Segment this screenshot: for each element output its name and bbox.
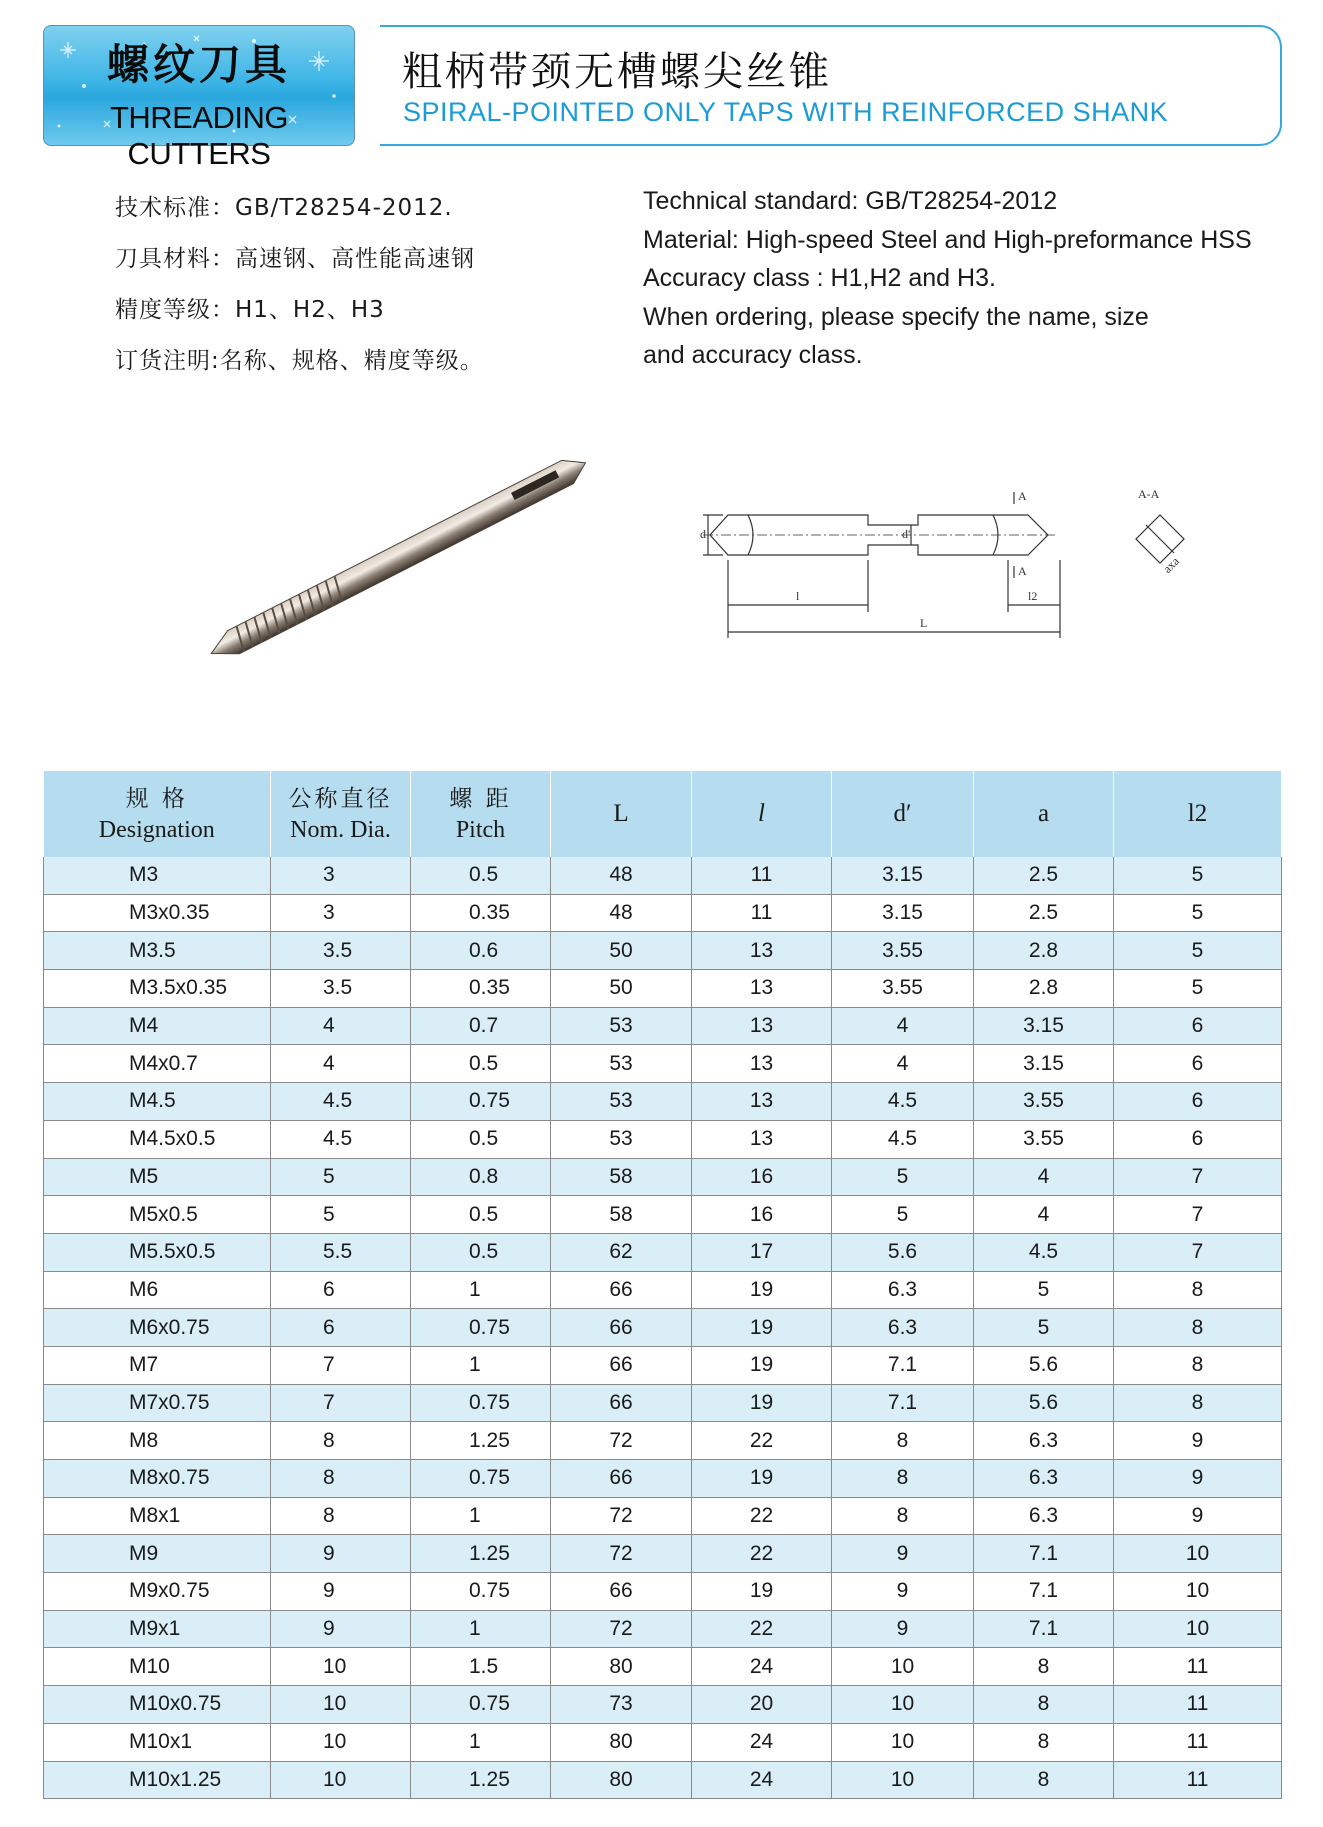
cell-l2: 8	[1114, 1271, 1282, 1309]
cell-d-prime: 4	[832, 1007, 974, 1045]
table-row	[44, 1422, 1282, 1460]
label-axa: axa	[1160, 554, 1182, 576]
cell-l: 19	[692, 1460, 832, 1498]
cell-l: 17	[692, 1233, 832, 1271]
cell-l2: 11	[1114, 1723, 1282, 1761]
spec-ordering-en-2: and accuracy class.	[643, 341, 863, 369]
table-row	[44, 1083, 1282, 1121]
cell-nom-dia: 5.5	[271, 1233, 411, 1271]
label-l: l	[796, 589, 800, 603]
table-row	[44, 970, 1282, 1008]
cell-d-prime: 7.1	[832, 1384, 974, 1422]
cell-L: 80	[551, 1761, 692, 1799]
cell-l2: 10	[1114, 1573, 1282, 1611]
cell-pitch: 1.5	[411, 1648, 551, 1686]
cell-l: 16	[692, 1158, 832, 1196]
cell-nom-dia: 6	[271, 1271, 411, 1309]
cell-L: 72	[551, 1610, 692, 1648]
table-row	[44, 1384, 1282, 1422]
cell-l2: 5	[1114, 932, 1282, 970]
cell-nom-dia: 10	[271, 1761, 411, 1799]
cell-designation: M9x0.75	[44, 1573, 271, 1611]
cell-d-prime: 10	[832, 1761, 974, 1799]
cell-l2: 6	[1114, 1007, 1282, 1045]
cell-l2: 6	[1114, 1045, 1282, 1083]
cell-a: 6.3	[974, 1497, 1114, 1535]
cell-l2: 11	[1114, 1686, 1282, 1724]
cell-a: 2.5	[974, 857, 1114, 894]
cell-d-prime: 10	[832, 1723, 974, 1761]
cell-a: 8	[974, 1686, 1114, 1724]
cell-designation: M5	[44, 1158, 271, 1196]
col-d-prime: d′	[832, 771, 974, 857]
tap-technical-drawing	[698, 480, 1198, 640]
cell-d-prime: 9	[832, 1535, 974, 1573]
cell-L: 66	[551, 1346, 692, 1384]
badge-title-en: THREADING CUTTERS	[109, 100, 289, 171]
cell-l2: 11	[1114, 1648, 1282, 1686]
cell-d-prime: 3.55	[832, 970, 974, 1008]
cell-pitch: 0.5	[411, 1120, 551, 1158]
cell-l2: 8	[1114, 1384, 1282, 1422]
label-A-bottom: A	[1018, 564, 1027, 578]
cell-nom-dia: 4	[271, 1045, 411, 1083]
cell-pitch: 1.25	[411, 1422, 551, 1460]
specs-cn	[115, 183, 484, 387]
label-section: A-A	[1138, 487, 1160, 501]
spec-material-cn: 刀具材料：高速钢、高性能高速钢	[115, 246, 475, 272]
cell-pitch: 1	[411, 1610, 551, 1648]
cell-l: 11	[692, 857, 832, 894]
table-row	[44, 1346, 1282, 1384]
cell-l: 24	[692, 1648, 832, 1686]
cell-d-prime: 4	[832, 1045, 974, 1083]
cell-pitch: 1.25	[411, 1535, 551, 1573]
cell-l2: 9	[1114, 1460, 1282, 1498]
cell-a: 7.1	[974, 1573, 1114, 1611]
cell-designation: M10	[44, 1648, 271, 1686]
cell-l: 19	[692, 1384, 832, 1422]
cell-nom-dia: 8	[271, 1460, 411, 1498]
cell-l2: 10	[1114, 1610, 1282, 1648]
label-d: d	[700, 527, 706, 541]
cell-a: 8	[974, 1761, 1114, 1799]
cell-designation: M4.5x0.5	[44, 1120, 271, 1158]
cell-designation: M7x0.75	[44, 1384, 271, 1422]
cell-nom-dia: 3	[271, 857, 411, 894]
table-body	[44, 857, 1282, 1799]
table-row	[44, 1158, 1282, 1196]
table-row	[44, 1271, 1282, 1309]
cell-pitch: 0.35	[411, 970, 551, 1008]
spec-table	[43, 771, 1282, 1799]
cell-a: 5	[974, 1271, 1114, 1309]
spec-standard-cn: 技术标准：GB/T28254-2012.	[115, 195, 453, 221]
cell-nom-dia: 10	[271, 1723, 411, 1761]
label-L: L	[920, 616, 928, 630]
cell-L: 80	[551, 1648, 692, 1686]
cell-L: 66	[551, 1460, 692, 1498]
cell-nom-dia: 6	[271, 1309, 411, 1347]
cell-l: 13	[692, 1007, 832, 1045]
cell-a: 7.1	[974, 1535, 1114, 1573]
cell-l: 13	[692, 970, 832, 1008]
table-row	[44, 932, 1282, 970]
table-row	[44, 1535, 1282, 1573]
cell-l: 22	[692, 1610, 832, 1648]
cell-pitch: 0.5	[411, 1196, 551, 1234]
cell-L: 66	[551, 1384, 692, 1422]
cell-d-prime: 5	[832, 1196, 974, 1234]
cell-l2: 7	[1114, 1158, 1282, 1196]
cell-l2: 5	[1114, 857, 1282, 894]
cell-L: 48	[551, 894, 692, 932]
cell-pitch: 0.75	[411, 1686, 551, 1724]
cell-nom-dia: 7	[271, 1346, 411, 1384]
cell-pitch: 0.75	[411, 1083, 551, 1121]
cell-L: 72	[551, 1497, 692, 1535]
cell-L: 50	[551, 970, 692, 1008]
cell-l: 16	[692, 1196, 832, 1234]
spec-standard-en: Technical standard: GB/T28254-2012	[643, 187, 1058, 215]
table-row	[44, 1007, 1282, 1045]
cell-a: 3.15	[974, 1007, 1114, 1045]
cell-d-prime: 6.3	[832, 1271, 974, 1309]
spec-ordering-en: When ordering, please specify the name, size	[643, 302, 1149, 331]
cell-L: 73	[551, 1686, 692, 1724]
table-row	[44, 1761, 1282, 1799]
cell-L: 53	[551, 1007, 692, 1045]
cell-a: 3.15	[974, 1045, 1114, 1083]
cell-l: 13	[692, 1120, 832, 1158]
cell-d-prime: 3.15	[832, 894, 974, 932]
cell-nom-dia: 9	[271, 1535, 411, 1573]
spec-ordering-cn: 订货注明:名称、规格、精度等级。	[115, 348, 484, 374]
cell-nom-dia: 10	[271, 1686, 411, 1724]
col-l2: l2	[1114, 771, 1282, 857]
cell-l: 11	[692, 894, 832, 932]
cell-L: 53	[551, 1083, 692, 1121]
cell-designation: M3	[44, 857, 271, 894]
cell-nom-dia: 4.5	[271, 1083, 411, 1121]
cell-l2: 6	[1114, 1120, 1282, 1158]
cell-nom-dia: 9	[271, 1610, 411, 1648]
table-row	[44, 1120, 1282, 1158]
cell-d-prime: 10	[832, 1686, 974, 1724]
cell-l2: 9	[1114, 1422, 1282, 1460]
cell-d-prime: 9	[832, 1610, 974, 1648]
table-row	[44, 857, 1282, 894]
table-row	[44, 1497, 1282, 1535]
cell-l2: 7	[1114, 1233, 1282, 1271]
table-row	[44, 1196, 1282, 1234]
cell-designation: M5.5x0.5	[44, 1233, 271, 1271]
cell-pitch: 0.5	[411, 1233, 551, 1271]
cell-a: 6.3	[974, 1460, 1114, 1498]
cell-a: 6.3	[974, 1422, 1114, 1460]
table-header-row	[44, 771, 1282, 857]
cell-a: 5	[974, 1309, 1114, 1347]
cell-l: 24	[692, 1723, 832, 1761]
cell-a: 8	[974, 1723, 1114, 1761]
cell-designation: M8x0.75	[44, 1460, 271, 1498]
tap-photo	[170, 470, 600, 660]
cell-nom-dia: 3	[271, 894, 411, 932]
cell-designation: M3.5	[44, 932, 271, 970]
cell-L: 72	[551, 1535, 692, 1573]
cell-a: 4.5	[974, 1233, 1114, 1271]
cell-nom-dia: 3.5	[271, 970, 411, 1008]
cell-pitch: 0.5	[411, 857, 551, 894]
cell-l: 19	[692, 1573, 832, 1611]
cell-L: 58	[551, 1158, 692, 1196]
cell-nom-dia: 7	[271, 1384, 411, 1422]
cell-a: 2.8	[974, 970, 1114, 1008]
cell-designation: M9x1	[44, 1610, 271, 1648]
cell-L: 53	[551, 1045, 692, 1083]
cell-designation: M5x0.5	[44, 1196, 271, 1234]
table-row	[44, 1460, 1282, 1498]
cell-pitch: 1.25	[411, 1761, 551, 1799]
cell-d-prime: 8	[832, 1497, 974, 1535]
label-A-top: A	[1018, 489, 1027, 503]
cell-l: 13	[692, 1083, 832, 1121]
cell-l2: 10	[1114, 1535, 1282, 1573]
cell-nom-dia: 8	[271, 1422, 411, 1460]
cell-l2: 11	[1114, 1761, 1282, 1799]
cell-d-prime: 8	[832, 1460, 974, 1498]
cell-L: 62	[551, 1233, 692, 1271]
cell-L: 66	[551, 1573, 692, 1611]
cell-l: 20	[692, 1686, 832, 1724]
cell-nom-dia: 5	[271, 1196, 411, 1234]
cell-l: 22	[692, 1422, 832, 1460]
cell-d-prime: 4.5	[832, 1120, 974, 1158]
cell-designation: M7	[44, 1346, 271, 1384]
cell-L: 72	[551, 1422, 692, 1460]
cell-pitch: 0.75	[411, 1309, 551, 1347]
cell-nom-dia: 4	[271, 1007, 411, 1045]
cell-L: 48	[551, 857, 692, 894]
table-row	[44, 1686, 1282, 1724]
col-a: a	[974, 771, 1114, 857]
cell-L: 80	[551, 1723, 692, 1761]
cell-d-prime: 9	[832, 1573, 974, 1611]
cell-l2: 5	[1114, 970, 1282, 1008]
cell-a: 5.6	[974, 1346, 1114, 1384]
cell-l: 22	[692, 1497, 832, 1535]
cell-nom-dia: 10	[271, 1648, 411, 1686]
cell-a: 3.55	[974, 1083, 1114, 1121]
cell-L: 53	[551, 1120, 692, 1158]
cell-d-prime: 8	[832, 1422, 974, 1460]
cell-l: 19	[692, 1309, 832, 1347]
cell-designation: M4x0.7	[44, 1045, 271, 1083]
cell-l: 22	[692, 1535, 832, 1573]
table-row	[44, 1610, 1282, 1648]
label-d-prime: d'	[902, 527, 911, 541]
cell-pitch: 0.5	[411, 1045, 551, 1083]
cell-l2: 8	[1114, 1346, 1282, 1384]
cell-designation: M9	[44, 1535, 271, 1573]
cell-nom-dia: 8	[271, 1497, 411, 1535]
cell-a: 2.5	[974, 894, 1114, 932]
cell-l2: 6	[1114, 1083, 1282, 1121]
cell-designation: M10x0.75	[44, 1686, 271, 1724]
cell-a: 7.1	[974, 1610, 1114, 1648]
table-row	[44, 894, 1282, 932]
cell-pitch: 1	[411, 1723, 551, 1761]
cell-l: 13	[692, 932, 832, 970]
cell-designation: M6	[44, 1271, 271, 1309]
label-l2: l2	[1028, 589, 1038, 603]
cell-l: 19	[692, 1346, 832, 1384]
col-L: L	[551, 771, 692, 857]
cell-a: 4	[974, 1158, 1114, 1196]
table-row	[44, 1723, 1282, 1761]
cell-designation: M10x1.25	[44, 1761, 271, 1799]
cell-designation: M6x0.75	[44, 1309, 271, 1347]
cell-pitch: 0.75	[411, 1573, 551, 1611]
specs-en	[643, 182, 1252, 375]
col-l: l	[692, 771, 832, 857]
cell-L: 66	[551, 1309, 692, 1347]
cell-designation: M3.5x0.35	[44, 970, 271, 1008]
cell-pitch: 0.75	[411, 1384, 551, 1422]
cell-l2: 8	[1114, 1309, 1282, 1347]
section-badge	[43, 25, 355, 171]
col-designation: 规 格 Designation	[44, 771, 271, 857]
cell-designation: M4	[44, 1007, 271, 1045]
cell-d-prime: 3.55	[832, 932, 974, 970]
cell-nom-dia: 4.5	[271, 1120, 411, 1158]
cell-nom-dia: 5	[271, 1158, 411, 1196]
cell-l: 13	[692, 1045, 832, 1083]
cell-a: 5.6	[974, 1384, 1114, 1422]
cell-l: 19	[692, 1271, 832, 1309]
cell-d-prime: 4.5	[832, 1083, 974, 1121]
cell-d-prime: 6.3	[832, 1309, 974, 1347]
cell-pitch: 0.75	[411, 1460, 551, 1498]
cell-nom-dia: 3.5	[271, 932, 411, 970]
cell-designation: M4.5	[44, 1083, 271, 1121]
page-title-cn: 粗柄带颈无槽螺尖丝锥	[402, 49, 832, 95]
col-nom-dia: 公称直径 Nom. Dia.	[271, 771, 411, 857]
table-row	[44, 1573, 1282, 1611]
cell-d-prime: 7.1	[832, 1346, 974, 1384]
cell-l2: 7	[1114, 1196, 1282, 1234]
badge-title-cn: 螺纹刀具	[106, 40, 291, 89]
cell-l2: 5	[1114, 894, 1282, 932]
cell-d-prime: 5.6	[832, 1233, 974, 1271]
table-row	[44, 1045, 1282, 1083]
cell-d-prime: 3.15	[832, 857, 974, 894]
cell-pitch: 0.8	[411, 1158, 551, 1196]
table-row	[44, 1233, 1282, 1271]
table-row	[44, 1648, 1282, 1686]
cell-designation: M3x0.35	[44, 894, 271, 932]
spec-accuracy-en: Accuracy class : H1,H2 and H3.	[643, 264, 996, 292]
cell-L: 58	[551, 1196, 692, 1234]
cell-a: 3.55	[974, 1120, 1114, 1158]
page-title-en: SPIRAL-POINTED ONLY TAPS WITH REINFORCED SHANK	[403, 97, 1169, 127]
cell-designation: M8x1	[44, 1497, 271, 1535]
spec-accuracy-cn: 精度等级：H1、H2、H3	[115, 297, 385, 323]
cell-a: 4	[974, 1196, 1114, 1234]
cell-nom-dia: 9	[271, 1573, 411, 1611]
cell-a: 2.8	[974, 932, 1114, 970]
cell-pitch: 0.7	[411, 1007, 551, 1045]
spec-material-en: Material: High-speed Steel and High-preformance HSS	[643, 225, 1252, 254]
table-row	[44, 1309, 1282, 1347]
cell-d-prime: 5	[832, 1158, 974, 1196]
cell-L: 50	[551, 932, 692, 970]
cell-pitch: 0.6	[411, 932, 551, 970]
cell-d-prime: 10	[832, 1648, 974, 1686]
cell-l2: 9	[1114, 1497, 1282, 1535]
cell-pitch: 1	[411, 1497, 551, 1535]
cell-pitch: 1	[411, 1346, 551, 1384]
cell-l: 24	[692, 1761, 832, 1799]
cell-pitch: 1	[411, 1271, 551, 1309]
cell-designation: M8	[44, 1422, 271, 1460]
cell-designation: M10x1	[44, 1723, 271, 1761]
cell-a: 8	[974, 1648, 1114, 1686]
cell-pitch: 0.35	[411, 894, 551, 932]
col-pitch: 螺 距 Pitch	[411, 771, 551, 857]
cell-L: 66	[551, 1271, 692, 1309]
